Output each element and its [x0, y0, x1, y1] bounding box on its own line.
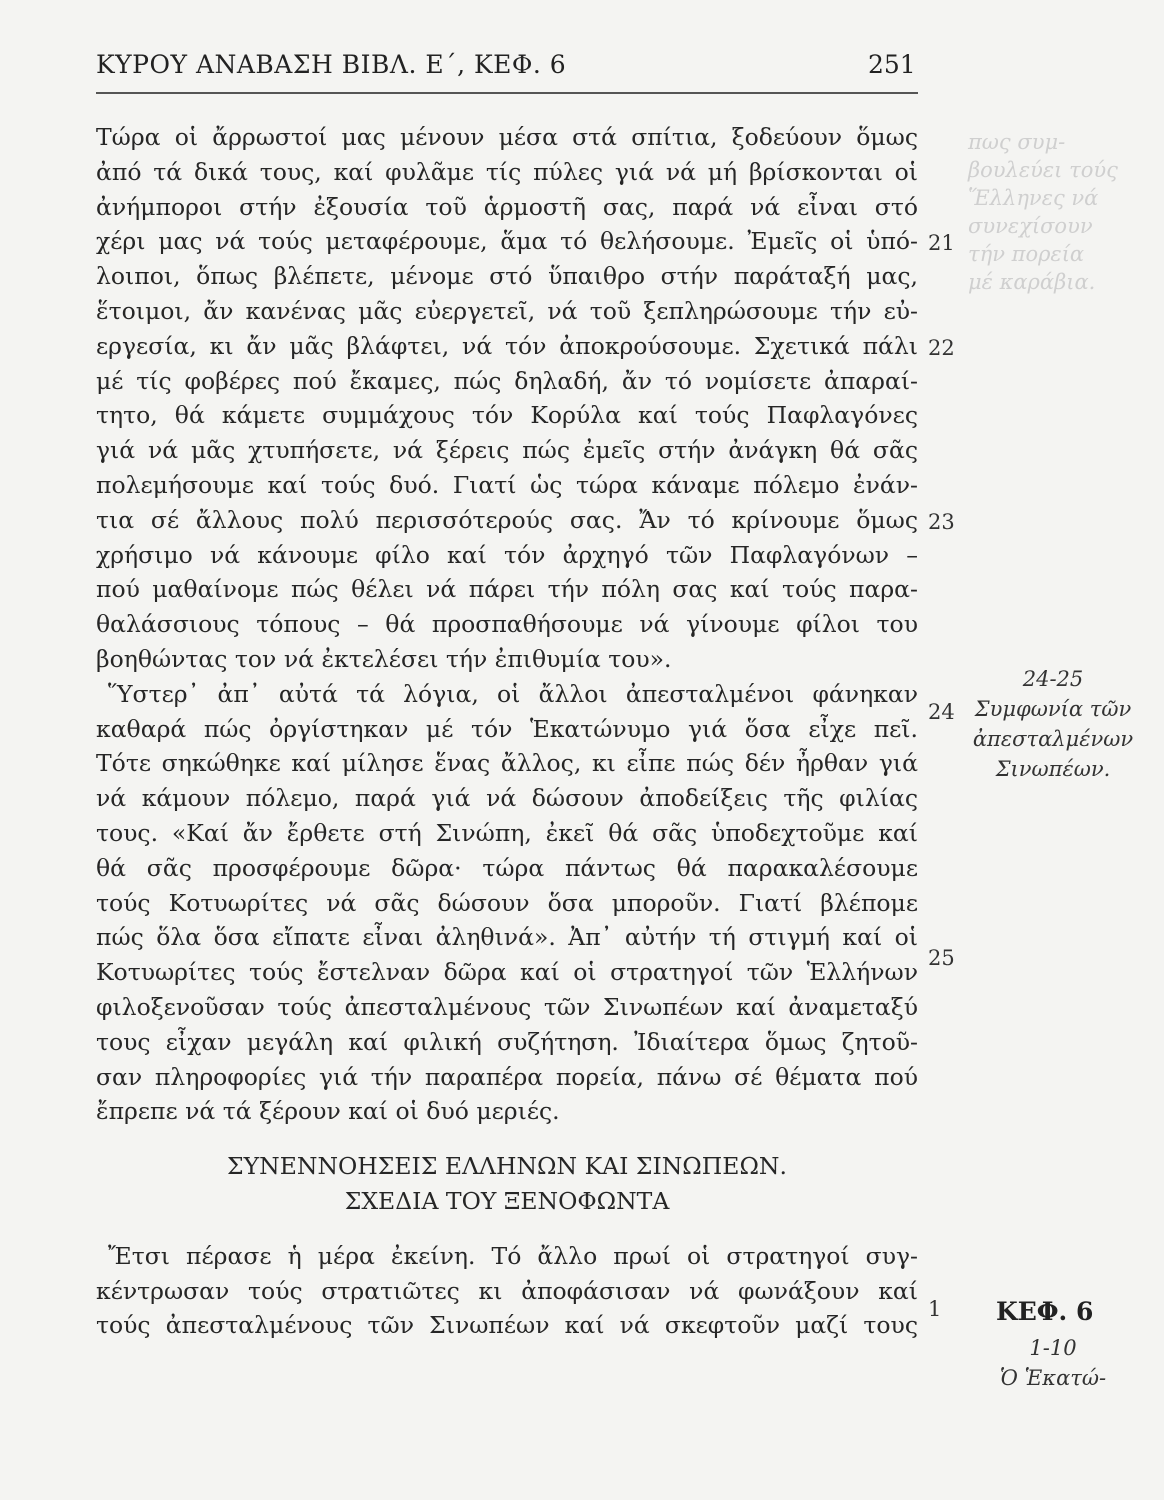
margin-note-line: Σινωπέων. — [995, 757, 1111, 781]
text-line: ἕτοιμοι, ἄν κανένας μᾶς εὐεργετεῖ, νά τοῦ ξεπληρώσουμε τήν εὐ- — [96, 296, 918, 325]
text-line: θά σᾶς προσφέρουμε δῶρα· τώρα πάντως θά παρακαλέσουμε — [96, 853, 918, 882]
margin-note-range: 24-25 — [1022, 667, 1084, 691]
paragraph-1 — [96, 120, 918, 677]
text-line: τους. «Καί ἄν ἔρθετε στή Σινώπη, ἐκεῖ θά σᾶς ὑποδεχτοῦμε καί — [96, 818, 918, 847]
text-line: Ὕστερ᾽ ἀπ᾽ αὐτά τά λόγια, οἱ ἄλλοι ἀπεσταλμένοι φάνηκαν — [108, 679, 918, 708]
text-line: μέ τίς φοβέρες πού ἔκαμες, πώς δηλαδή, ἄν τό νομίσετε ἀπαραί- — [96, 366, 918, 395]
text-line: χρήσιμο νά κάνουμε φίλο καί τόν ἀρχηγό τῶν Παφλαγόνων – — [96, 540, 918, 569]
paragraph-2 — [96, 677, 918, 1129]
spacer — [96, 1219, 918, 1239]
section-number: 23 — [928, 510, 955, 534]
text-line: τητο, θά κάμετε συμμάχους τόν Κορύλα καί τούς Παφλαγόνες — [96, 401, 918, 430]
text-line: πώς ὅλα ὅσα εἴπατε εἶναι ἀληθινά». Ἀπ᾽ αὐτήν τή στιγμή καί οἱ — [96, 923, 918, 952]
section-heading-line: ΣΧΕΔΙΑ ΤΟΥ ΞΕΝΟΦΩΝΤΑ — [344, 1186, 670, 1215]
spacer — [96, 1129, 918, 1149]
text-line: τια σέ ἄλλους πολύ περισσότερούς σας. Ἄν τό κρίνουμε ὅμως — [96, 505, 918, 534]
chapter-heading: ΚΕΦ. 6 — [996, 1297, 1094, 1326]
chapter-note — [968, 1333, 1138, 1393]
section-heading — [96, 1149, 918, 1219]
running-head-title: ΚΥΡΟΥ ΑΝΑΒΑΣΗ ΒΙΒΛ. Ε΄, ΚΕΦ. 6 — [96, 50, 567, 79]
text-line: ἀνήμποροι στήν ἐξουσία τοῦ ἁρμοστῆ σας, παρά νά εἶναι στό — [96, 192, 918, 221]
text-line: Τότε σηκώθηκε καί μίλησε ἕνας ἄλλος, κι εἶπε πώς δέν ἦρθαν γιά — [96, 749, 918, 778]
section-number: 24 — [928, 700, 955, 724]
main-text — [96, 120, 918, 1343]
text-line: βοηθώντας τον νά ἐκτελέσει τήν ἐπιθυμία του». — [96, 644, 672, 673]
section-number: 1 — [928, 1297, 942, 1321]
section-number: 25 — [928, 946, 955, 970]
header-rule — [96, 92, 918, 94]
text-line: καθαρά πώς ὀργίστηκαν μέ τόν Ἑκατώνυμο γιά ὅσα εἶχε πεῖ. — [96, 714, 918, 743]
chapter-note-text: Ὁ Ἑκατώ- — [999, 1366, 1107, 1390]
page-number: 251 — [868, 50, 916, 79]
text-line: τούς ἀπεσταλμένους τῶν Σινωπέων καί νά σκεφτοῦν μαζί τους — [96, 1311, 918, 1340]
text-line: γιά νά μᾶς χτυπήσετε, νά ξέρεις πώς ἐμεῖς στήν ἀνάγκη θά σᾶς — [96, 436, 918, 465]
margin-note-line: ἀπεσταλμένων — [972, 727, 1134, 751]
section-number: 21 — [928, 231, 955, 255]
text-line: νά κάμουν πόλεμο, παρά γιά νά δώσουν ἀποδείξεις τῆς φιλίας — [96, 784, 918, 813]
paragraph-3 — [96, 1239, 918, 1343]
text-line: τους εἶχαν μεγάλη καί φιλική συζήτηση. Ἰδιαίτερα ὅμως ζητοῦ- — [96, 1027, 918, 1056]
text-line: τούς Κοτυωρίτες νά σᾶς δώσουν ὅσα μποροῦν. Γιατί βλέπομε — [96, 888, 918, 917]
text-line: εργεσία, κι ἄν μᾶς βλάφτει, νά τόν ἀποκρούσουμε. Σχετικά πάλι — [96, 331, 918, 360]
text-line: ἀπό τά δικά τους, καί φυλᾶμε τίς πύλες γιά νά μή βρίσκονται οἱ — [96, 157, 918, 186]
text-line: χέρι μας νά τούς μεταφέρουμε, ἅμα τό θελήσουμε. Ἐμεῖς οἱ ὑπό- — [96, 227, 918, 256]
section-number: 22 — [928, 336, 955, 360]
text-line: πού μαθαίνομε πώς θέλει νά πάρει τήν πόλη σας καί τούς παρα- — [96, 575, 918, 604]
section-heading-line: ΣΥΝΕΝΝΟΗΣΕΙΣ ΕΛΛΗΝΩΝ ΚΑΙ ΣΙΝΩΠΕΩΝ. — [227, 1152, 787, 1181]
text-line: πολεμήσουμε καί τούς δυό. Γιατί ὡς τώρα κάναμε πόλεμο ἐνάν- — [96, 470, 918, 499]
ghost-margin-note: πως συμ- βουλεύει τούς Ἕλληνες νά συνεχίσουν τήν πορεία μέ καράβια. — [968, 130, 1118, 294]
text-line: κέντρωσαν τούς στρατιῶτες κι ἀποφάσισαν νά φωνάξουν καί — [96, 1276, 918, 1305]
text-line: Ἔτσι πέρασε ἡ μέρα ἐκείνη. Τό ἄλλο πρωί οἱ στρατηγοί συγ- — [108, 1241, 918, 1270]
text-line: ἔπρεπε νά τά ξέρουν καί οἱ δυό μεριές. — [96, 1097, 560, 1126]
margin-note-line: Συμφωνία τῶν — [974, 697, 1132, 721]
text-line: σαν πληροφορίες γιά τήν παραπέρα πορεία, πάνω σέ θέματα πού — [96, 1062, 918, 1091]
text-line: λοιποι, ὅπως βλέπετε, μένομε στό ὕπαιθρο στήν παράταξή μας, — [96, 262, 918, 291]
text-line: φιλοξενοῦσαν τούς ἀπεσταλμένους τῶν Σινωπέων καί ἀναμεταξύ — [96, 992, 918, 1021]
margin-summary-note — [968, 664, 1138, 784]
text-line: Κοτυωρίτες τούς ἔστελναν δῶρα καί οἱ στρατηγοί τῶν Ἑλλήνων — [96, 958, 918, 987]
chapter-note-range: 1-10 — [1029, 1336, 1077, 1360]
text-line: θαλάσσιους τόπους – θά προσπαθήσουμε νά γίνουμε φίλοι του — [96, 610, 918, 639]
text-line: Τώρα οἱ ἄρρωστοί μας μένουν μέσα στά σπίτια, ξοδεύουν ὅμως — [96, 123, 918, 151]
